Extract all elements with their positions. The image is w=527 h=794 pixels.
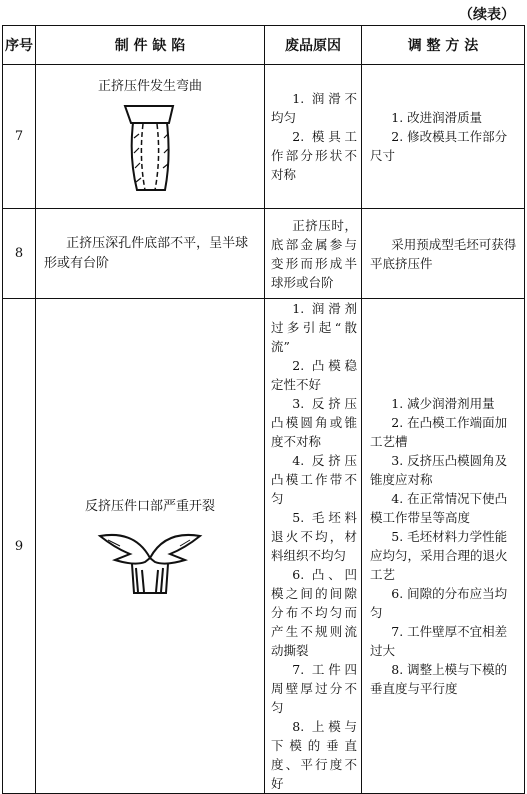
- row-number: 9: [3, 299, 36, 794]
- fix-item: 3. 反挤压凸模圆角及锥度应对称: [370, 453, 508, 487]
- cause-item: 2. 凸模稳定性不好: [271, 358, 357, 392]
- table-row: [3, 299, 525, 794]
- header-cause: 废品原因: [265, 26, 362, 65]
- cause-item: 正挤压时，底部金属参与变形而形成半球形或台阶: [271, 217, 357, 290]
- cause-item: 1. 润滑剂过多引起“散流”: [271, 301, 357, 354]
- cause-item: 5. 毛坯料退火不均，材料组织不均匀: [271, 510, 357, 563]
- header-defect: 制 件 缺 陷: [36, 26, 265, 65]
- fix-cell: [362, 299, 525, 794]
- row-number: 8: [3, 209, 36, 299]
- defect-cell: [36, 299, 265, 794]
- fix-item: 5. 毛坯材料力学性能应均匀，采用合理的退火工艺: [370, 529, 508, 582]
- cause-item: 4. 反挤压凸模工作带不匀: [271, 453, 357, 506]
- cause-item: 2. 模具工作部分形状不对称: [271, 129, 357, 182]
- header-fix: 调 整 方 法: [362, 26, 525, 65]
- fix-cell: [362, 209, 525, 299]
- defect-cell: [36, 65, 265, 209]
- table-header-row: [3, 26, 525, 65]
- cause-cell: [265, 209, 362, 299]
- cause-item: 8. 上模与下模的垂直度、平行度不好: [271, 719, 357, 791]
- fix-item: 6. 间隙的分布应当均匀: [370, 586, 508, 620]
- fix-item: 1. 减少润滑剂用量: [391, 396, 495, 411]
- fix-item: 8. 调整上模与下模的垂直度与平行度: [370, 662, 508, 696]
- fix-item: 4. 在正常情况下使凸模工作带呈等高度: [370, 491, 508, 525]
- fix-cell: [362, 65, 525, 209]
- cause-item: 6. 凸、凹模之间的间隙分布不均匀而产生不规则流动撕裂: [271, 567, 357, 658]
- cause-item: 3. 反挤压凸模圆角或锥度不对称: [271, 396, 357, 449]
- defect-title: 反挤压件口部严重开裂: [84, 498, 215, 514]
- defect-title: 正挤压深孔件底部不平，呈半球形或有台阶: [44, 235, 249, 271]
- table-row: [3, 65, 525, 209]
- bent-extrusion-illustration: [115, 98, 185, 198]
- fix-item: 2. 在凸模工作端面加工艺槽: [370, 415, 508, 449]
- cracked-cup-illustration: [90, 518, 210, 598]
- cause-cell: [265, 65, 362, 209]
- continued-label: （续表）: [459, 7, 515, 23]
- cause-item: 7. 工件四周壁厚过分不匀: [271, 662, 357, 715]
- table-row: [3, 209, 525, 299]
- defect-table: [2, 25, 525, 794]
- header-no: 序号: [3, 26, 36, 65]
- fix-item: 2. 修改模具工作部分尺寸: [370, 129, 508, 163]
- cause-cell: [265, 299, 362, 794]
- defect-cell: [36, 209, 265, 299]
- cause-item: 1. 润滑不均匀: [271, 91, 357, 125]
- fix-item: 1. 改进润滑质量: [391, 110, 483, 125]
- defect-title: 正挤压件发生弯曲: [97, 79, 202, 94]
- fix-item: 7. 工件壁厚不宜相差过大: [370, 624, 508, 658]
- row-number: 7: [3, 65, 36, 209]
- fix-item: 采用预成型毛坯可获得平底挤压件: [370, 236, 517, 271]
